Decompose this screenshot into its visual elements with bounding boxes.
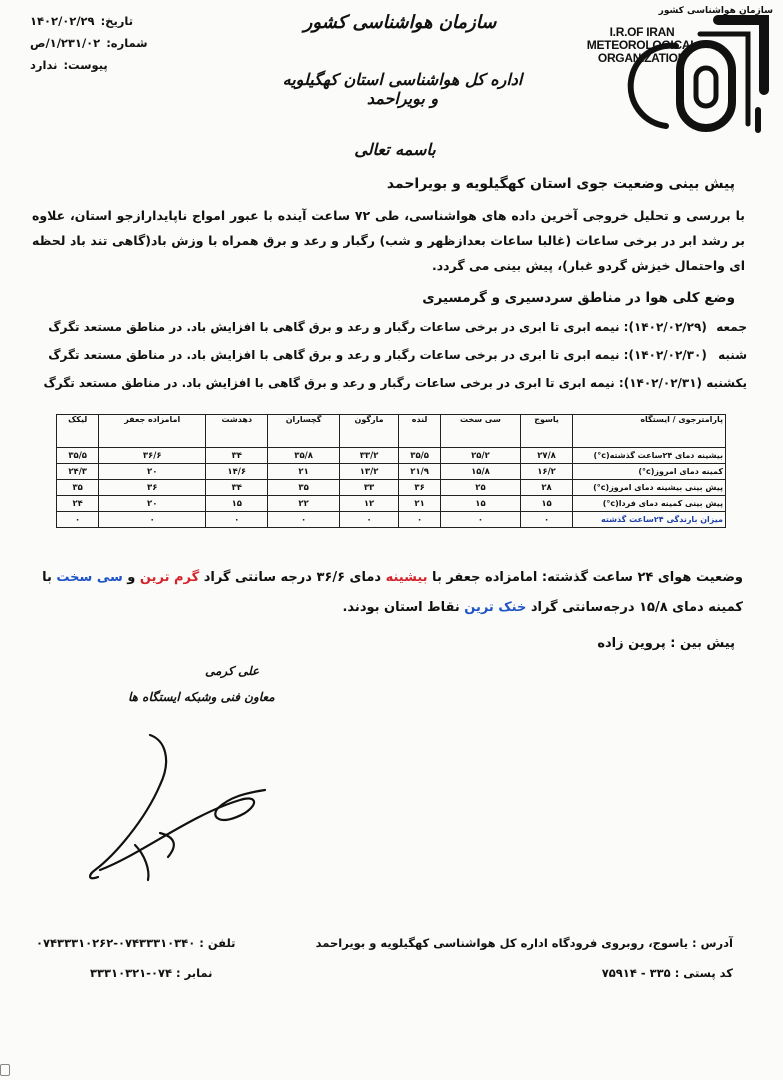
table-cell: ۲۱ [399,496,440,512]
table-cell: ۱۳/۲ [339,464,399,480]
logo-en-line-3: ORGANIZATION [597,51,687,65]
row-label: بیشینه دمای ۲۴ساعت گذشته(c°) [573,448,726,464]
signature-icon [40,705,300,890]
footer-phone: تلفن : ۰۷۴۳۳۳۱۰۳۴۰-۰۷۴۳۳۳۱۰۲۶۲ [36,936,236,950]
table-cell: ۱۵ [206,496,268,512]
summary-text: نقاط استان بودند. [342,600,465,615]
logo-en-line-1: I.R.OF IRAN [609,25,675,39]
date-value: ۱۴۰۲/۰۲/۲۹ [30,14,95,28]
table-cell: ۳۳ [339,480,399,496]
footer-postal-code: کد پستی : ۳۳۵ - ۷۵۹۱۴ [601,966,733,980]
table-cell: ۳۶ [399,480,440,496]
attachment-value: ندارد [30,58,58,72]
station-table [56,414,726,528]
table-cell: ۳۶ [99,480,206,496]
day-line-sunday [30,376,747,390]
date-label: تاریخ: [100,14,134,28]
office-name: اداره کل هواشناسی استان کهگیلویه و بویراحمد [282,70,523,108]
table-cell: ۳۵/۸ [268,448,339,464]
table-cell: ۲۸ [521,480,573,496]
row-label: کمینه دمای امروز(c°) [573,464,726,480]
table-corner-label: پارامترجوی / ایستگاه [573,415,726,448]
table-header-row [57,415,726,448]
station-header: لیکک [57,415,99,448]
table-cell: ۲۱ [268,464,339,480]
table-cell: ۲۴ [57,496,99,512]
station-header: مارگون [339,415,399,448]
table-cell: ۰ [339,512,399,528]
table-cell: ۲۵ [440,480,520,496]
table-row [57,512,726,528]
table-cell: ۲۴/۳ [57,464,99,480]
table-cell: ۱۵/۸ [440,464,520,480]
table-cell: ۳۶/۶ [99,448,206,464]
table-cell: ۲۰ [99,496,206,512]
logo [568,6,778,136]
table-cell: ۱۲ [339,496,399,512]
day-name: جمعه [716,320,747,334]
table-cell: ۱۵ [440,496,520,512]
table-cell: ۲۲ [268,496,339,512]
day-line-friday [30,320,747,334]
table-cell: ۰ [206,512,268,528]
station-header: لنده [399,415,440,448]
day-text: نیمه ابری تا ابری در برخی ساعات رگبار و رعد و برق گاهی با افزایش باد. در مناطق مستعد تگرگ [48,348,620,362]
signer-name: علی کرمی [205,664,260,678]
intro-paragraph: با بررسی و تحلیل خروجی آخرین داده های هواشناسی، طی ۷۲ ساعت آینده با عبور امواج ناپایدارازجو استان، علاوه بر رشد ابر در برخی ساعات (غالبا ساعات بعدازظهر و شب) رگبار و رعد و برق همراه با وزش باد(گاهی تند باد لحظه ای واحتمال خیزش گردو غبار)، پیش بینی می گردد. [32,208,745,273]
number-label: شماره: [106,36,148,50]
table-row [57,448,726,464]
corner-mark [0,1064,10,1076]
table-cell: ۰ [268,512,339,528]
summary-paragraph [34,563,743,623]
general-heading: وضع کلی هوا در مناطق سردسیری و گرمسیری [422,290,735,306]
day-name: شنبه [718,348,747,362]
footer [0,930,783,990]
station-header: یاسوج [521,415,573,448]
table-cell: ۰ [99,512,206,528]
table-cell: ۳۵/۵ [399,448,440,464]
number-value: ۱/۲۳۱/۰۲/ص [30,36,101,50]
day-line-saturday [30,348,747,362]
table-cell: ۳۵ [268,480,339,496]
table-cell: ۳۵/۵ [57,448,99,464]
table-cell: ۳۵ [57,480,99,496]
day-text: نیمه ابری تا ابری در برخی ساعات رگبار و رعد و برق گاهی با افزایش باد. در مناطق مستعد تگرگ [48,320,620,334]
table-cell: ۰ [521,512,573,528]
table-cell: ۱۵ [521,496,573,512]
footer-fax: نمابر : ۰۷۴-۳۳۳۱۰۳۲۱ [90,966,213,980]
table-cell: ۱۶/۲ [521,464,573,480]
day-date: (۱۴۰۲/۰۲/۳۱): [618,376,703,390]
summary-text: با کمینه دمای ۱۵/۸ درجه‌سانتی گراد [42,570,743,615]
station-header: دهدشت [206,415,268,448]
day-date: (۱۴۰۲/۰۲/۳۰): [623,348,707,362]
table-cell: ۱۴/۶ [206,464,268,480]
table-row [57,464,726,480]
logo-emblem-icon [568,6,778,136]
footer-address: آدرس : یاسوج، روبروی فرودگاه اداره کل هواشناسی کهگیلویه و بویراحمد [315,936,733,950]
forecast-heading: پیش بینی وضعیت جوی استان کهگیلویه و بویراحمد [386,176,735,192]
day-date: (۱۴۰۲/۰۲/۲۹): [623,320,707,334]
day-text: نیمه ابری تا ابری در برخی ساعات رگبار و رعد و برق گاهی با افزایش باد. در مناطق مستعد تگرگ [43,376,615,390]
signer-role: معاون فنی وشبکه ایستگاه ها [128,690,275,704]
station-header: امامزاده جعفر [99,415,206,448]
row-label: پیش بینی بیشینه دمای امروز(c°) [573,480,726,496]
table-cell: ۳۴ [206,480,268,496]
station-header: سی سخت [440,415,520,448]
table-cell: ۲۰ [99,464,206,480]
summary-hottest: گرم ترین [139,570,200,585]
table-cell: ۰ [440,512,520,528]
logo-en-line-2: METEOROLOGICAL [586,38,698,52]
table-row [57,480,726,496]
day-name: یکشنبه [706,376,747,390]
table-cell: ۲۱/۹ [399,464,440,480]
row-label: پیش بینی کمینه دمای فردا(c°) [573,496,726,512]
table-cell: ۲۷/۸ [521,448,573,464]
table-cell: ۳۴ [206,448,268,464]
attachment-label: پیوست: [63,58,108,72]
summary-max-label: بیشینه [385,570,428,585]
table-cell: ۲۵/۲ [440,448,520,464]
table-cell: ۳۳/۲ [339,448,399,464]
logo-fa-text: سازمان هواشناسی کشور [658,6,773,16]
table-row [57,496,726,512]
table-cell: ۰ [57,512,99,528]
org-name: سازمان هواشناسی کشور [303,12,497,33]
table-cell: ۰ [399,512,440,528]
summary-text: دمای ۳۶/۶ درجه سانتی گراد [199,570,386,585]
forecaster: پیش بین : پروین زاده [597,636,735,651]
summary-sisakht: سی سخت [56,570,123,585]
summary-coldest: خنک ترین [464,600,527,615]
row-label: میزان بارندگی ۲۴ساعت گذشته [573,512,726,528]
letter-meta [30,10,170,76]
summary-text: و [122,570,140,585]
station-header: گچساران [268,415,339,448]
bismillah: باسمه تعالی [354,140,436,159]
summary-text: وضعیت هوای ۲۴ ساعت گذشته: امامزاده جعفر با [427,570,743,585]
